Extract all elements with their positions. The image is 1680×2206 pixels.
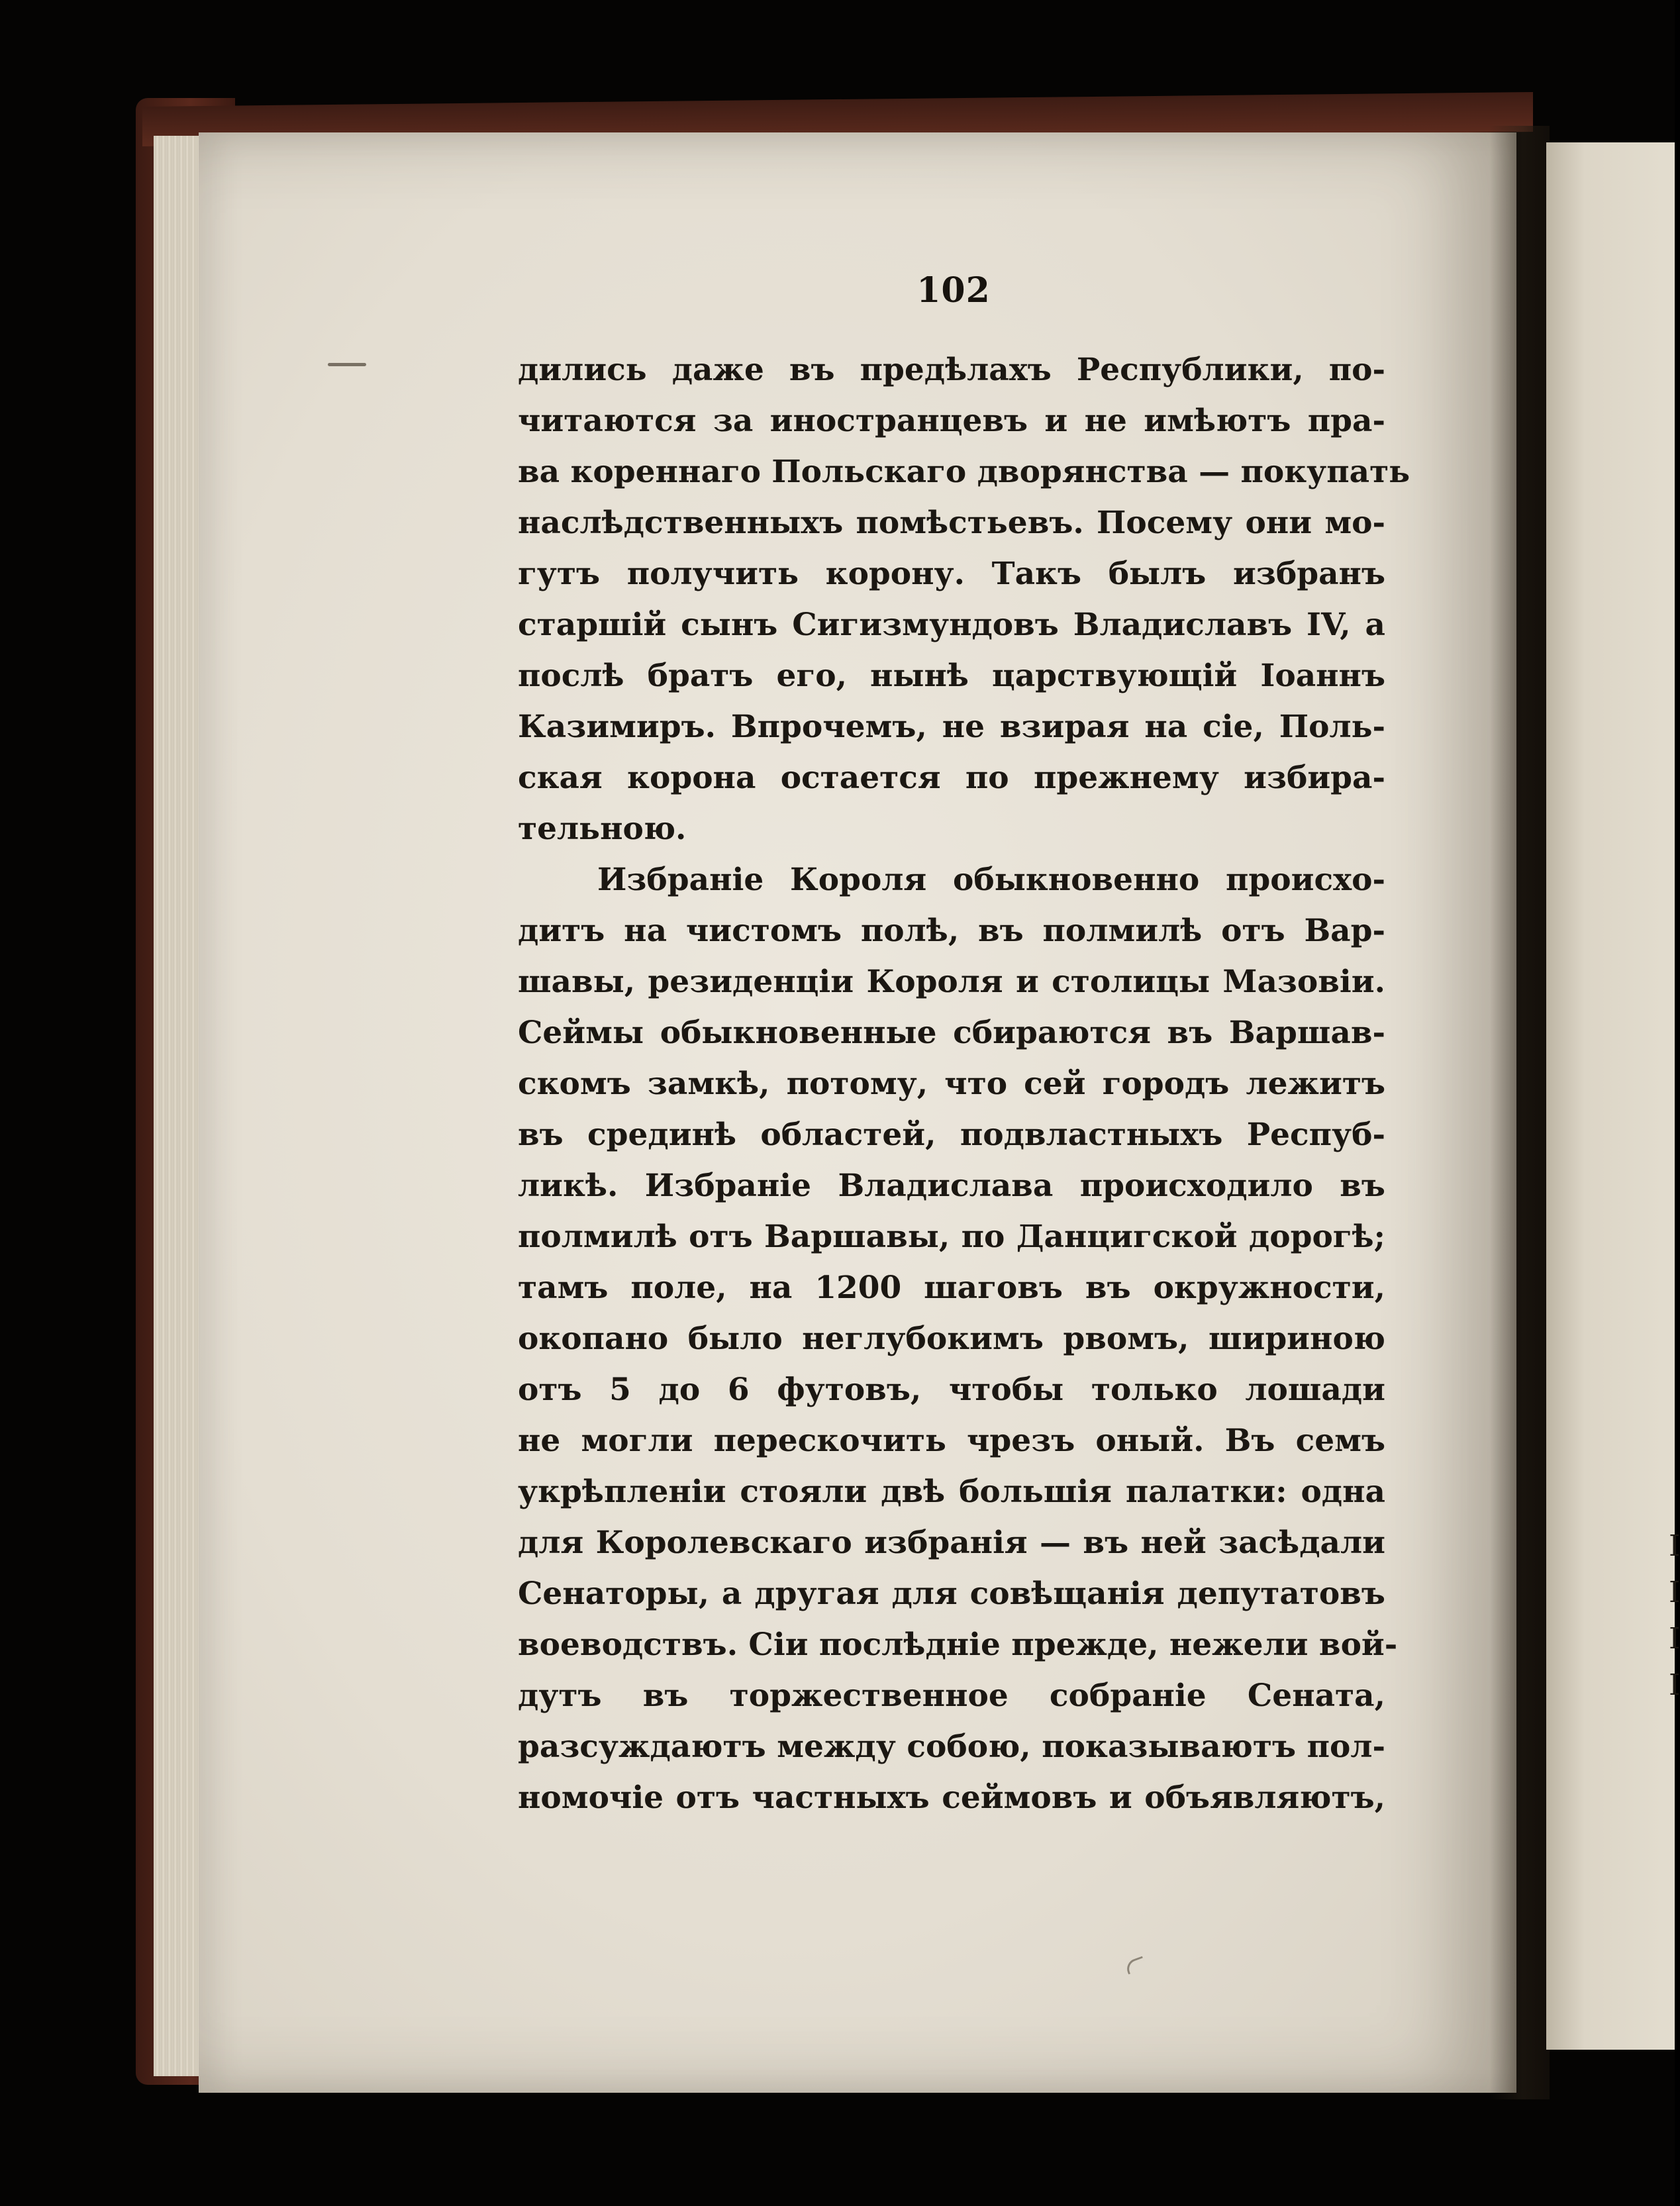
book-gutter-shadow (1490, 126, 1550, 2099)
text-line: старшій сынъ Сигизмундовъ Владиславъ IV, а (518, 607, 1385, 643)
text-line: наслѣдственныхъ помѣстьевъ. Посему они мо- (518, 505, 1385, 541)
text-line: тамъ поле, на 1200 шаговъ въ окружности, (518, 1270, 1385, 1306)
page-body-text (518, 344, 1410, 1823)
text-line: ская корона остается по прежнему избира- (518, 760, 1385, 796)
text-line: Сенаторы, а другая для совѣщанія депутатовъ (518, 1576, 1385, 1612)
text-line: Казимиръ. Впрочемъ, не взирая на сіе, Поль- (518, 709, 1385, 745)
text-line: укрѣпленіи стояли двѣ большія палатки: одна (518, 1474, 1385, 1510)
text-line: разсуждаютъ между собою, показываютъ пол- (518, 1729, 1385, 1765)
text-line: дутъ въ торжественное собраніе Сената, (518, 1678, 1385, 1714)
page-number: 102 (916, 270, 991, 311)
text-line: дитъ на чистомъ полѣ, въ полмилѣ отъ Вар- (518, 913, 1385, 949)
text-line: отъ 5 до 6 футовъ, чтобы только лошади (518, 1372, 1385, 1408)
margin-pencil-dash (328, 363, 366, 366)
text-line: воеводствъ. Сіи послѣдніе прежде, нежели вой- (518, 1627, 1398, 1663)
text-line: читаются за иностранцевъ и не имѣютъ пра- (518, 403, 1385, 439)
facing-page (1546, 142, 1675, 2050)
text-line: номочіе отъ частныхъ сеймовъ и объявляютъ, (518, 1780, 1385, 1816)
text-line: шавы, резиденціи Короля и столицы Мазовіи. (518, 964, 1385, 1000)
text-line: дились даже въ предѣлахъ Республики, по- (518, 352, 1385, 388)
text-line: гутъ получить корону. Такъ былъ избранъ (518, 556, 1385, 592)
text-line: полмилѣ отъ Варшавы, по Данцигской дорогѣ; (518, 1219, 1385, 1255)
text-line: ва кореннаго Польскаго дворянства — покупать (518, 454, 1410, 490)
text-line: тельною. (518, 811, 687, 847)
facing-page-edge-marks: I I I I (1669, 1529, 1680, 1702)
text-line: ликѣ. Избраніе Владислава происходило въ (518, 1168, 1385, 1204)
text-line: послѣ братъ его, нынѣ царствующій Іоаннъ (518, 658, 1385, 694)
text-line: не могли перескочить чрезъ оный. Въ семъ (518, 1423, 1385, 1459)
text-line: скомъ замкѣ, потому, что сей городъ лежитъ (518, 1066, 1385, 1102)
text-line: въ срединѣ областей, подвластныхъ Респуб- (518, 1117, 1385, 1153)
text-line: для Королевскаго избранія — въ ней засѣдали (518, 1525, 1385, 1561)
text-line: Сеймы обыкновенные сбираются въ Варшав- (518, 1015, 1385, 1051)
text-line: Избраніе Короля обыкновенно происхо- (597, 862, 1385, 898)
text-line: окопано было неглубокимъ рвомъ, шириною (518, 1321, 1385, 1357)
